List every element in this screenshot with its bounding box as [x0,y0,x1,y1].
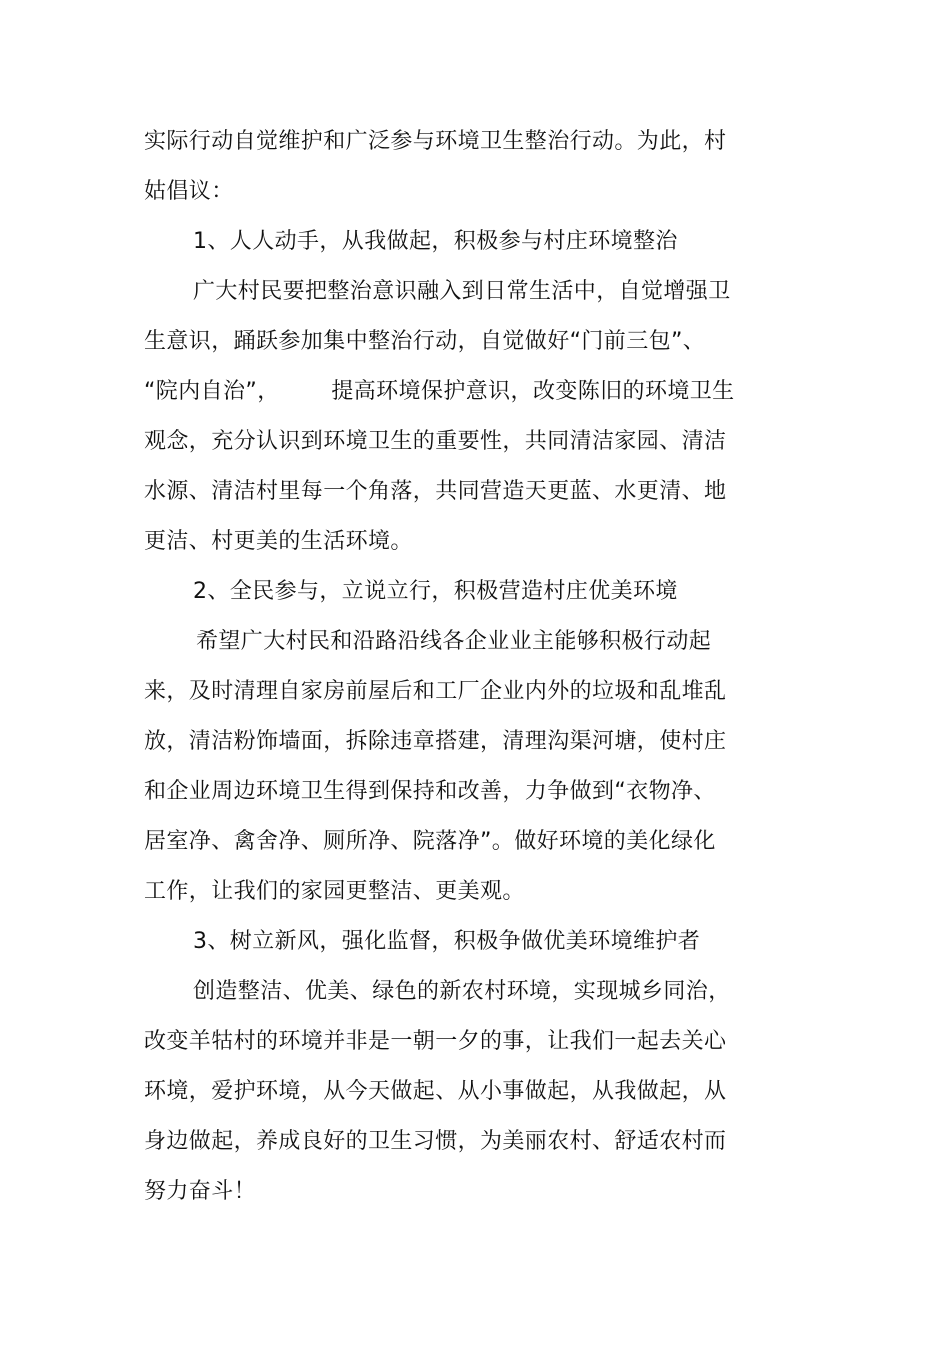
body-text-line: “院内自治”， 提高环境保护意识，改变陈旧的环境卫生 [144,379,735,404]
body-text-line: 生意识，踊跃参加集中整治行动，自觉做好“门前三包”、 [144,329,706,354]
section-heading-1: 1、人人动手，从我做起，积极参与村庄环境整治 [193,229,678,254]
body-text-line: 来，及时清理自家房前屋后和工厂企业内外的垃圾和乱堆乱 [144,679,727,704]
body-text-line: 环境，爱护环境，从今天做起、从小事做起，从我做起，从 [144,1079,727,1104]
body-text-line: 工作，让我们的家园更整洁、更美观。 [144,879,525,904]
body-text-line: 放，清洁粉饰墙面，拆除违章搭建，清理沟渠河塘，使村庄 [144,729,727,754]
body-text-line: 广大村民要把整治意识融入到日常生活中，自觉增强卫 [193,279,731,304]
body-text-line: 努力奋斗！ [144,1179,257,1204]
body-text-line: 居室净、禽舍净、厕所净、院落净”。做好环境的美化绿化 [144,829,716,854]
body-text-line: 改变羊牯村的环境并非是一朝一夕的事，让我们一起去关心 [144,1029,727,1054]
section-heading-2: 2、全民参与，立说立行，积极营造村庄优美环境 [193,579,678,604]
body-text-line: 姑倡议： [144,179,234,204]
body-text-line: 希望广大村民和沿路沿线各企业业主能够积极行动起 [196,629,712,654]
body-text-line: 身边做起，养成良好的卫生习惯，为美丽农村、舒适农村而 [144,1129,727,1154]
body-text-line: 水源、清洁村里每一个角落，共同营造天更蓝、水更清、地 [144,479,727,504]
section-heading-3: 3、树立新风，强化监督，积极争做优美环境维护者 [193,929,701,954]
body-text-line: 和企业周边环境卫生得到保持和改善，力争做到“衣物净、 [144,779,716,804]
body-text-line: 观念，充分认识到环境卫生的重要性，共同清洁家园、清洁 [144,429,727,454]
body-text-line: 更洁、村更美的生活环境。 [144,529,413,554]
body-text-line: 实际行动自觉维护和广泛参与环境卫生整治行动。为此，村 [144,129,727,154]
body-text-line: 创造整洁、优美、绿色的新农村环境，实现城乡同治， [193,979,731,1004]
